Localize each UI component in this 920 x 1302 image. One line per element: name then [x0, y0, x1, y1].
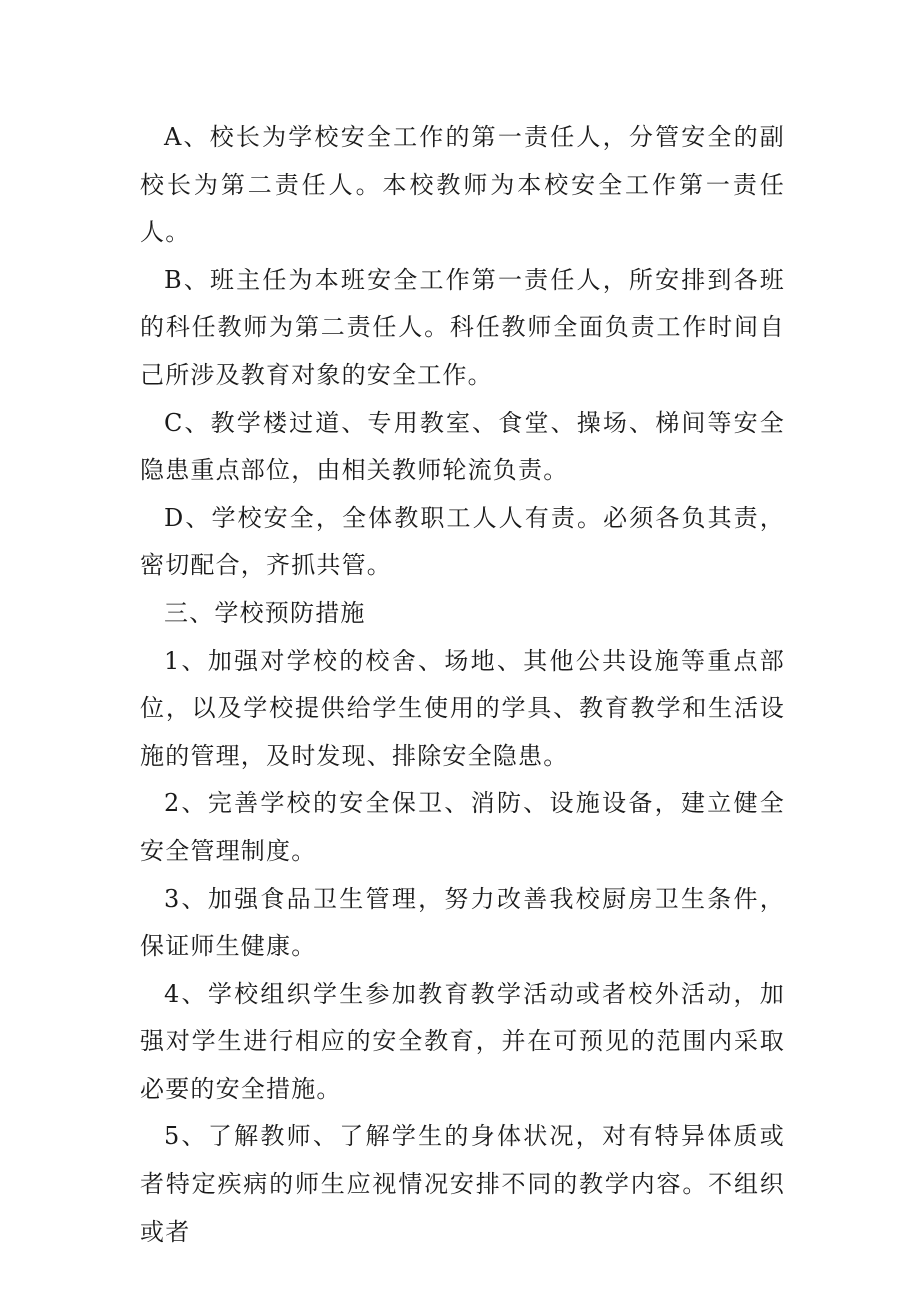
- paragraph-a: A、校长为学校安全工作的第一责任人，分管安全的副校长为第二责任人。本校教师为本校安全工作第一责任人。: [140, 123, 785, 247]
- paragraph-d: D、学校安全，全体教职工人人有责。必须各负其责，密切配合，齐抓共管。: [140, 503, 785, 580]
- paragraph-2: 2、完善学校的安全保卫、消防、设施设备，建立健全安全管理制度。: [140, 789, 785, 865]
- paragraph-3: 3、加强食品卫生管理，努力改善我校厨房卫生条件，保证师生健康。: [140, 884, 785, 961]
- paragraph-4: 4、学校组织学生参加教育教学活动或者校外活动，加强对学生进行相应的安全教育，并在可预见的范围内采取必要的安全措施。: [140, 979, 785, 1103]
- paragraph-1: 1、加强对学校的校舍、场地、其他公共设施等重点部位，以及学校提供给学生使用的学具、教育教学和生活设施的管理，及时发现、排除安全隐患。: [140, 646, 785, 770]
- document-body: [140, 114, 785, 1256]
- paragraph-b: B、班主任为本班安全工作第一责任人，所安排到各班的科任教师为第二责任人。科任教师全面负责工作时间自己所涉及教育对象的安全工作。: [140, 265, 785, 389]
- paragraph-5: 5、了解教师、了解学生的身体状况，对有特异体质或者特定疾病的师生应视情况安排不同的教学内容。不组织或者: [140, 1122, 785, 1246]
- section-heading-3: 三、学校预防措施: [164, 598, 366, 627]
- paragraph-c: C、教学楼过道、专用教室、食堂、操场、梯间等安全隐患重点部位，由相关教师轮流负责。: [140, 408, 785, 485]
